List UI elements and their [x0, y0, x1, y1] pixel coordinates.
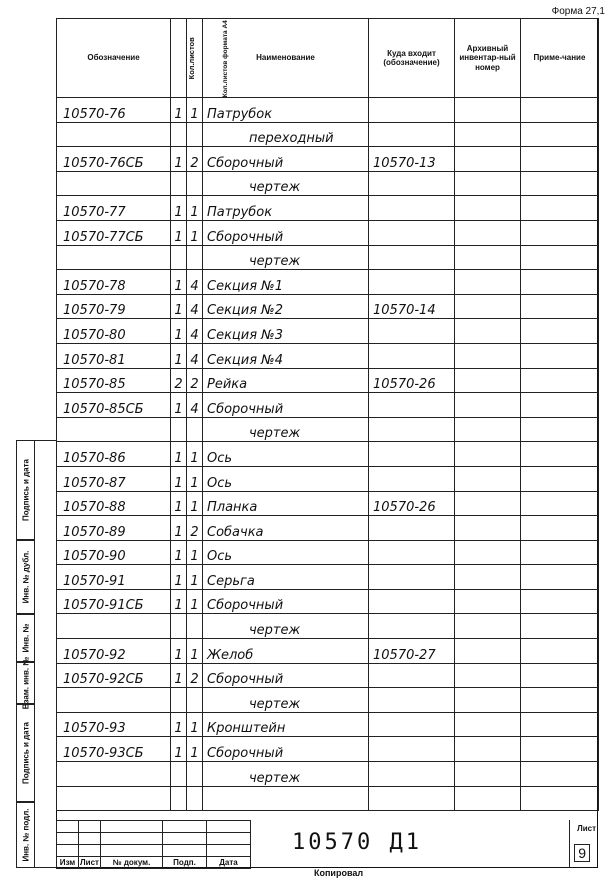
col-date-label: Дата [207, 857, 251, 869]
row-where-used [369, 417, 455, 442]
row-where-used [369, 393, 455, 418]
row-designation: 10570-85СБ [57, 393, 171, 418]
row-sheet-count: 1 [171, 540, 187, 565]
row-name: Желоб [203, 639, 369, 664]
row-a4-count: 4 [187, 343, 203, 368]
row-archive-number [455, 147, 521, 172]
table-row [57, 712, 599, 737]
row-a4-count [187, 614, 203, 639]
row-note [521, 245, 599, 270]
table-row [57, 688, 599, 713]
row-sheet-count: 1 [171, 147, 187, 172]
row-sheet-count: 1 [171, 639, 187, 664]
row-name: Сборочный [203, 663, 369, 688]
row-sheet-count: 2 [171, 368, 187, 393]
row-where-used [369, 540, 455, 565]
row-note [521, 762, 599, 787]
header-sheet-count: Кол.листов [171, 19, 187, 98]
side-sign-date-1: Подпись и дата [16, 440, 34, 540]
row-sheet-count [171, 417, 187, 442]
table-row [57, 442, 599, 467]
col-doc-label: № докум. [101, 857, 163, 869]
sheet-label: Лист [577, 824, 596, 833]
row-note [521, 516, 599, 541]
row-archive-number [455, 270, 521, 295]
row-name: чертеж [203, 614, 369, 639]
row-note [521, 319, 599, 344]
row-where-used [369, 343, 455, 368]
row-note [521, 663, 599, 688]
revision-table [56, 820, 251, 869]
row-designation: 10570-78 [57, 270, 171, 295]
table-row [57, 220, 599, 245]
row-note [521, 98, 599, 123]
row-a4-count: 4 [187, 319, 203, 344]
row-sheet-count [171, 614, 187, 639]
row-designation: 10570-91 [57, 565, 171, 590]
row-archive-number [455, 663, 521, 688]
row-a4-count: 2 [187, 663, 203, 688]
side-inv-no: Инв. № [16, 614, 34, 662]
row-a4-count: 4 [187, 393, 203, 418]
row-archive-number [455, 393, 521, 418]
row-archive-number [455, 368, 521, 393]
table-row [57, 614, 599, 639]
row-note [521, 220, 599, 245]
row-a4-count: 1 [187, 220, 203, 245]
row-a4-count: 1 [187, 589, 203, 614]
row-archive-number [455, 220, 521, 245]
row-a4-count: 1 [187, 712, 203, 737]
row-name: Ось [203, 466, 369, 491]
row-archive-number [455, 122, 521, 147]
row-note [521, 393, 599, 418]
row-sheet-count: 1 [171, 466, 187, 491]
row-where-used: 10570-26 [369, 491, 455, 516]
row-name [203, 786, 369, 811]
row-name: Серьга [203, 565, 369, 590]
row-designation [57, 245, 171, 270]
row-where-used [369, 565, 455, 590]
row-note [521, 565, 599, 590]
row-designation [57, 762, 171, 787]
row-where-used [369, 466, 455, 491]
row-designation [57, 171, 171, 196]
row-name: Секция №4 [203, 343, 369, 368]
row-sheet-count: 1 [171, 491, 187, 516]
row-where-used [369, 712, 455, 737]
row-note [521, 147, 599, 172]
row-note [521, 368, 599, 393]
row-sheet-count [171, 122, 187, 147]
row-archive-number [455, 466, 521, 491]
row-where-used [369, 737, 455, 762]
row-name: переходный [203, 122, 369, 147]
row-name: Ось [203, 442, 369, 467]
row-archive-number [455, 565, 521, 590]
row-sheet-count [171, 245, 187, 270]
table-row [57, 171, 599, 196]
row-where-used [369, 442, 455, 467]
row-a4-count: 2 [187, 147, 203, 172]
row-a4-count [187, 688, 203, 713]
col-change-label: Изм [57, 857, 79, 869]
table-row [57, 466, 599, 491]
row-note [521, 442, 599, 467]
row-designation: 10570-87 [57, 466, 171, 491]
row-where-used [369, 98, 455, 123]
header-archive-number: Архивный инвентар-ный номер [455, 19, 521, 98]
row-archive-number [455, 417, 521, 442]
row-a4-count: 1 [187, 565, 203, 590]
row-note [521, 639, 599, 664]
row-designation: 10570-77 [57, 196, 171, 221]
row-a4-count [187, 786, 203, 811]
side-sign-date-2: Подпись и дата [16, 704, 34, 802]
row-designation [57, 786, 171, 811]
table-row [57, 589, 599, 614]
row-archive-number [455, 171, 521, 196]
row-sheet-count: 1 [171, 516, 187, 541]
row-designation [57, 614, 171, 639]
row-archive-number [455, 737, 521, 762]
row-designation [57, 688, 171, 713]
row-a4-count: 4 [187, 294, 203, 319]
row-sheet-count: 1 [171, 270, 187, 295]
row-name: Кронштейн [203, 712, 369, 737]
row-a4-count: 2 [187, 516, 203, 541]
row-archive-number [455, 762, 521, 787]
row-name: чертеж [203, 171, 369, 196]
row-a4-count: 1 [187, 442, 203, 467]
row-where-used: 10570-26 [369, 368, 455, 393]
row-designation: 10570-86 [57, 442, 171, 467]
row-a4-count [187, 762, 203, 787]
row-designation: 10570-93СБ [57, 737, 171, 762]
row-sheet-count: 1 [171, 712, 187, 737]
row-where-used [369, 220, 455, 245]
table-row [57, 565, 599, 590]
table-row [57, 737, 599, 762]
table-row [57, 786, 599, 811]
row-sheet-count: 1 [171, 663, 187, 688]
row-name: Сборочный [203, 147, 369, 172]
row-name: Рейка [203, 368, 369, 393]
row-name: Сборочный [203, 220, 369, 245]
header-designation: Обозначение [57, 19, 171, 98]
row-designation: 10570-76СБ [57, 147, 171, 172]
row-where-used [369, 319, 455, 344]
col-sign-label: Подп. [163, 857, 207, 869]
side-replace-inv: Взам. инв. № [16, 662, 34, 704]
row-a4-count: 2 [187, 368, 203, 393]
row-note [521, 614, 599, 639]
row-designation: 10570-76 [57, 98, 171, 123]
document-code: 10570 Д1 [292, 830, 422, 855]
row-archive-number [455, 614, 521, 639]
row-note [521, 786, 599, 811]
table-row [57, 663, 599, 688]
row-designation: 10570-80 [57, 319, 171, 344]
header-note: Приме-чание [521, 19, 599, 98]
row-sheet-count: 1 [171, 393, 187, 418]
row-archive-number [455, 245, 521, 270]
table-body [57, 98, 599, 811]
table-row [57, 147, 599, 172]
header-name: Наименование [203, 19, 369, 98]
header-a4-format: Кол.листов формата А4 [187, 19, 203, 98]
row-a4-count [187, 122, 203, 147]
header-where-used: Куда входит (обозначение) [369, 19, 455, 98]
row-designation [57, 417, 171, 442]
row-sheet-count: 1 [171, 737, 187, 762]
row-where-used [369, 196, 455, 221]
row-name: Секция №3 [203, 319, 369, 344]
row-archive-number [455, 688, 521, 713]
table-row [57, 762, 599, 787]
row-where-used: 10570-14 [369, 294, 455, 319]
row-note [521, 491, 599, 516]
row-sheet-count [171, 786, 187, 811]
row-note [521, 270, 599, 295]
table-row [57, 122, 599, 147]
row-name: Секция №2 [203, 294, 369, 319]
row-sheet-count: 1 [171, 220, 187, 245]
table-row [57, 417, 599, 442]
row-archive-number [455, 589, 521, 614]
row-a4-count: 1 [187, 196, 203, 221]
row-where-used [369, 663, 455, 688]
table-row [57, 245, 599, 270]
row-note [521, 589, 599, 614]
row-a4-count [187, 417, 203, 442]
table-row [57, 540, 599, 565]
row-designation: 10570-88 [57, 491, 171, 516]
table-row [57, 368, 599, 393]
row-sheet-count: 1 [171, 442, 187, 467]
row-archive-number [455, 442, 521, 467]
row-name: Патрубок [203, 196, 369, 221]
row-a4-count: 1 [187, 639, 203, 664]
row-where-used [369, 589, 455, 614]
table-row [57, 98, 599, 123]
table-row [57, 491, 599, 516]
row-sheet-count: 1 [171, 343, 187, 368]
table-row [57, 516, 599, 541]
row-note [521, 343, 599, 368]
table-row [57, 393, 599, 418]
row-sheet-count [171, 171, 187, 196]
row-designation [57, 122, 171, 147]
sheet-box [569, 820, 598, 868]
table-row [57, 639, 599, 664]
row-sheet-count: 1 [171, 319, 187, 344]
row-where-used [369, 245, 455, 270]
row-note [521, 466, 599, 491]
row-archive-number [455, 639, 521, 664]
row-note [521, 417, 599, 442]
copied-by-label: Копировал [314, 868, 364, 878]
row-sheet-count [171, 688, 187, 713]
row-note [521, 737, 599, 762]
form-number-label: Форма 27,1 [551, 6, 605, 17]
col-sheet-label: Лист [80, 858, 99, 867]
sheet-number: 9 [574, 844, 590, 862]
table-row [57, 319, 599, 344]
row-name: чертеж [203, 688, 369, 713]
row-where-used [369, 786, 455, 811]
row-a4-count: 1 [187, 491, 203, 516]
row-archive-number [455, 98, 521, 123]
row-note [521, 122, 599, 147]
row-designation: 10570-93 [57, 712, 171, 737]
row-name: чертеж [203, 245, 369, 270]
row-note [521, 712, 599, 737]
row-designation: 10570-91СБ [57, 589, 171, 614]
row-designation: 10570-79 [57, 294, 171, 319]
row-name: Сборочный [203, 393, 369, 418]
row-a4-count: 1 [187, 466, 203, 491]
table-row [57, 196, 599, 221]
row-where-used [369, 516, 455, 541]
row-where-used: 10570-27 [369, 639, 455, 664]
row-where-used [369, 614, 455, 639]
table-header-row [57, 19, 599, 98]
row-where-used [369, 688, 455, 713]
row-archive-number [455, 319, 521, 344]
title-block [56, 820, 598, 868]
row-archive-number [455, 196, 521, 221]
row-note [521, 540, 599, 565]
row-sheet-count [171, 762, 187, 787]
row-archive-number [455, 343, 521, 368]
row-archive-number [455, 712, 521, 737]
row-sheet-count: 1 [171, 196, 187, 221]
row-note [521, 171, 599, 196]
register-table [56, 18, 599, 811]
row-name: Планка [203, 491, 369, 516]
table-row [57, 294, 599, 319]
row-where-used: 10570-13 [369, 147, 455, 172]
row-archive-number [455, 540, 521, 565]
side-inv-dup: Инв. № дубл. [16, 540, 34, 614]
row-archive-number [455, 294, 521, 319]
row-a4-count: 1 [187, 98, 203, 123]
side-strip [34, 440, 56, 868]
table-row [57, 270, 599, 295]
row-a4-count [187, 171, 203, 196]
row-name: чертеж [203, 417, 369, 442]
row-archive-number [455, 516, 521, 541]
row-name: Секция №1 [203, 270, 369, 295]
row-name: Сборочный [203, 737, 369, 762]
row-where-used [369, 270, 455, 295]
row-name: Патрубок [203, 98, 369, 123]
row-note [521, 294, 599, 319]
row-name: Сборочный [203, 589, 369, 614]
row-name: Собачка [203, 516, 369, 541]
row-sheet-count: 1 [171, 294, 187, 319]
row-note [521, 688, 599, 713]
row-designation: 10570-92СБ [57, 663, 171, 688]
row-designation: 10570-90 [57, 540, 171, 565]
row-designation: 10570-89 [57, 516, 171, 541]
row-name: чертеж [203, 762, 369, 787]
side-inv-orig: Инв. № подл. [16, 802, 34, 868]
table-row [57, 343, 599, 368]
row-a4-count [187, 245, 203, 270]
row-where-used [369, 762, 455, 787]
row-a4-count: 1 [187, 737, 203, 762]
row-archive-number [455, 786, 521, 811]
row-sheet-count: 1 [171, 589, 187, 614]
row-designation: 10570-85 [57, 368, 171, 393]
row-note [521, 196, 599, 221]
row-designation: 10570-77СБ [57, 220, 171, 245]
row-where-used [369, 171, 455, 196]
row-sheet-count: 1 [171, 565, 187, 590]
row-a4-count: 1 [187, 540, 203, 565]
row-designation: 10570-92 [57, 639, 171, 664]
row-archive-number [455, 491, 521, 516]
row-where-used [369, 122, 455, 147]
row-sheet-count: 1 [171, 98, 187, 123]
row-designation: 10570-81 [57, 343, 171, 368]
row-a4-count: 4 [187, 270, 203, 295]
row-name: Ось [203, 540, 369, 565]
